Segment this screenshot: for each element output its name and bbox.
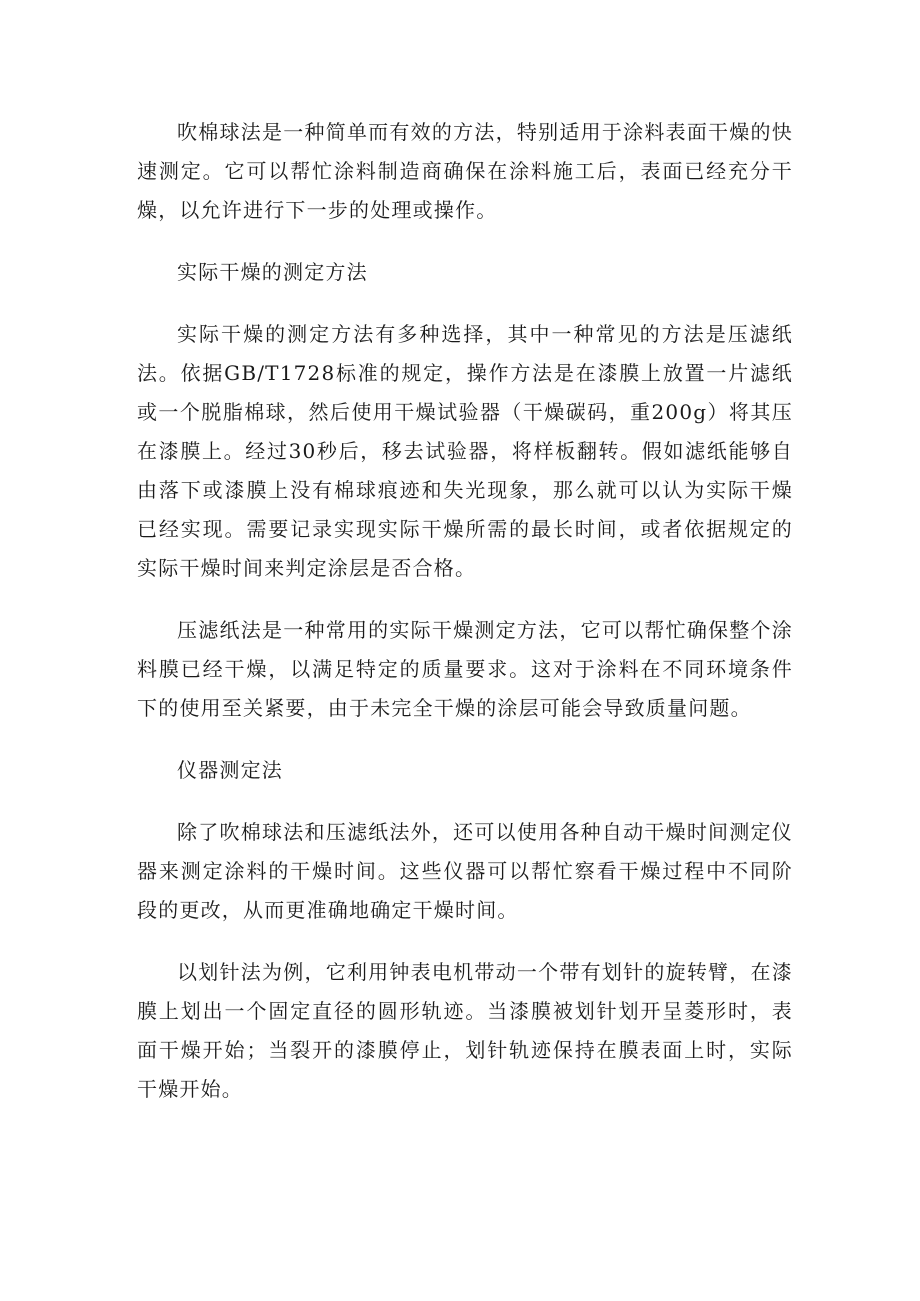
paragraph-filter-paper-method: 实际干燥的测定方法有多种选择，其中一种常见的方法是压滤纸法。依据GB/T1728标准的规定，操作方法是在漆膜上放置一片滤纸或一个脱脂棉球，然后使用干燥试验器（干燥碳码，重200g）将其压在漆膜上。经过30秒后，移去试验器，将样板翻转。假如滤纸能够自由落下或漆膜上没有棉球痕迹和失光现象，那么就可以认为实际干燥已经实现。需要记录实现实际干燥所需的最长时间，或者依据规定的实际干燥时间来判定涂层是否合格。 — [137, 322, 793, 580]
paragraph-filter-paper-summary: 压滤纸法是一种常用的实际干燥测定方法，它可以帮忙确保整个涂料膜已经干燥，以满足特定的质量要求。这对于涂料在不同环境条件下的使用至关紧要，由于未完全干燥的涂层可能会导致质量问题。 — [137, 618, 793, 720]
paragraph-cotton-ball-summary: 吹棉球法是一种简单而有效的方法，特别适用于涂料表面干燥的快速测定。它可以帮忙涂料制造商确保在涂料施工后，表面已经充分干燥，以允许进行下一步的处理或操作。 — [137, 120, 793, 222]
paragraph-scratch-needle-method: 以划针法为例，它利用钟表电机带动一个带有划针的旋转臂，在漆膜上划出一个固定直径的圆形轨迹。当漆膜被划针划开呈菱形时，表面干燥开始；当裂开的漆膜停止，划针轨迹保持在膜表面上时，实际干燥开始。 — [137, 960, 793, 1101]
section-heading-actual-drying: 实际干燥的测定方法 — [177, 260, 368, 284]
section-heading-instrument-method: 仪器测定法 — [177, 758, 283, 782]
paragraph-automatic-instruments: 除了吹棉球法和压滤纸法外，还可以使用各种自动干燥时间测定仪器来测定涂料的干燥时间。这些仪器可以帮忙察看干燥过程中不同阶段的更改，从而更准确地确定干燥时间。 — [137, 820, 793, 922]
document-page — [137, 113, 793, 1132]
